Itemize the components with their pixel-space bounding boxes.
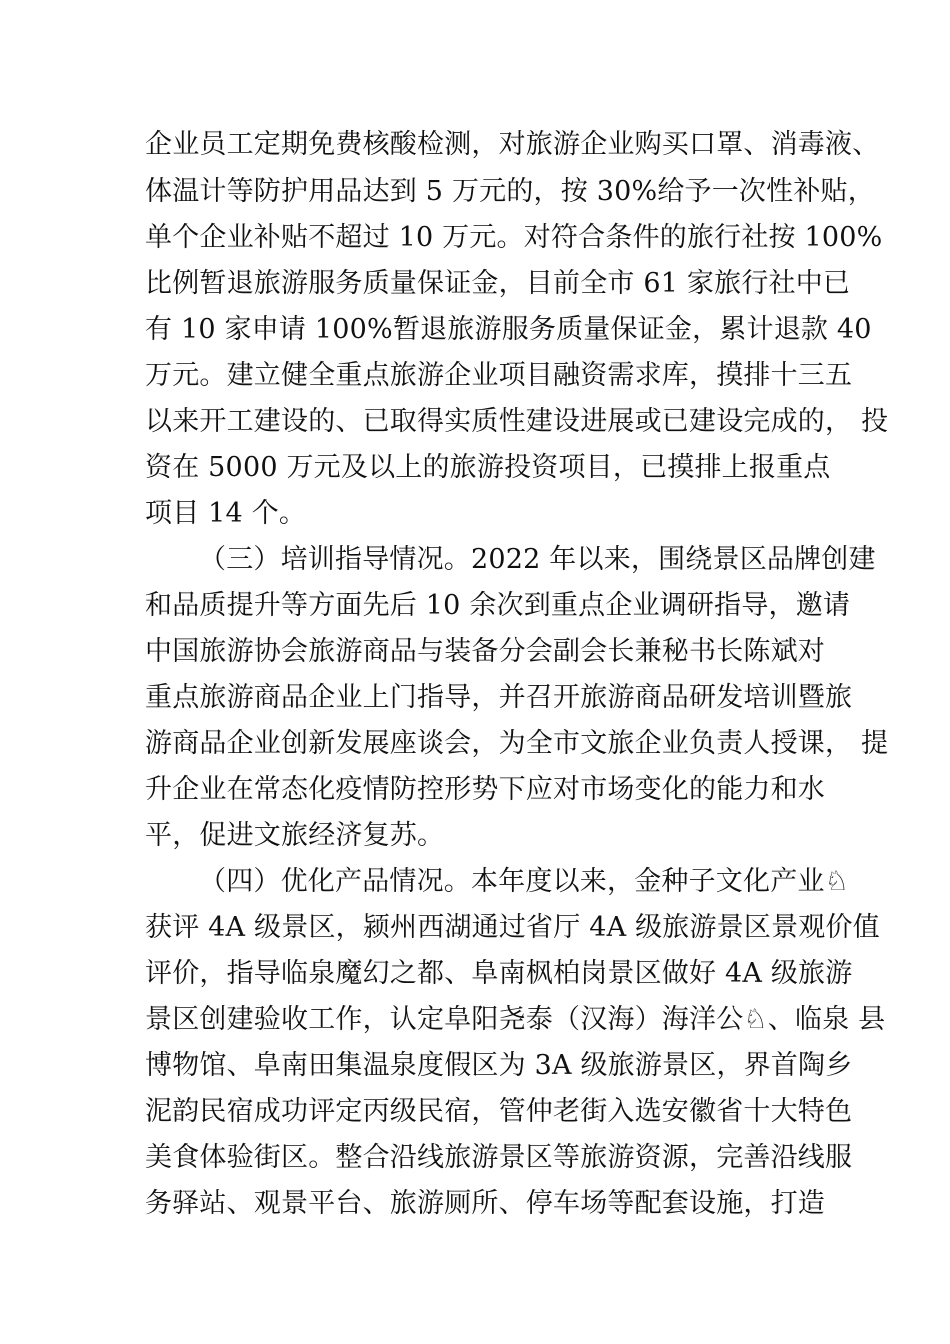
text-line-22: 泥韵民宿成功评定丙级民宿，管仲老街入选安徽省十大特色 <box>145 1096 853 1127</box>
text-line-13: 重点旅游商品企业上门指导，并召开旅游商品研发培训暨旅 <box>145 682 853 713</box>
text-line-15: 升企业在常态化疫情防控形势下应对市场变化的能力和水 <box>145 774 825 805</box>
text-line-4: 比例暂退旅游服务质量保证金，目前全市 61 家旅行社中已 <box>145 268 851 299</box>
text-line-6: 万元。建立健全重点旅游企业项目融资需求库，摸排十三五 <box>145 360 853 391</box>
text-line-1: 企业员工定期免费核酸检测，对旅游企业购买口罩、消毒液、 <box>145 129 880 160</box>
text-line-7: 以来开工建设的、已取得实质性建设进展或已建设完成的， 投 <box>145 406 889 437</box>
section-heading-three: （三）培训指导情况。2022 年以来，围绕景区品牌创建 <box>199 544 876 575</box>
text-line-16: 平，促进文旅经济复苏。 <box>145 820 445 851</box>
text-line-5: 有 10 家申请 100%暂退旅游服务质量保证金，累计退款 40 <box>145 314 872 345</box>
text-line-14: 游商品企业创新发展座谈会，为全市文旅企业负责人授课， 提 <box>145 728 889 759</box>
text-line-12: 中国旅游协会旅游商品与装备分会副会长兼秘书长陈斌对 <box>145 636 825 667</box>
section-heading-four: （四）优化产品情况。本年度以来，金种子文化产业♘ <box>199 866 850 897</box>
text-line-21: 博物馆、阜南田集温泉度假区为 3A 级旅游景区，界首陶乡 <box>145 1050 853 1081</box>
text-line-18: 获评 4A 级景区，颍州西湖通过省厅 4A 级旅游景区景观价值 <box>145 912 880 943</box>
text-line-20: 景区创建验收工作，认定阜阳尧泰（汉海）海洋公♘、临泉 县 <box>145 1004 886 1035</box>
text-line-23: 美食体验街区。整合沿线旅游景区等旅游资源，完善沿线服 <box>145 1142 853 1173</box>
text-line-11: 和品质提升等方面先后 10 余次到重点企业调研指导，邀请 <box>145 590 851 621</box>
text-line-9: 项目 14 个。 <box>145 498 307 529</box>
text-line-8: 资在 5000 万元及以上的旅游投资项目，已摸排上报重点 <box>145 452 831 483</box>
text-line-2: 体温计等防护用品达到 5 万元的，按 30%给予一次性补贴， <box>145 176 875 207</box>
text-line-24: 务驿站、观景平台、旅游厕所、停车场等配套设施，打造 <box>145 1188 825 1219</box>
text-line-3: 单个企业补贴不超过 10 万元。对符合条件的旅行社按 100% <box>145 222 883 253</box>
text-line-19: 评价，指导临泉魔幻之都、阜南枫柏岗景区做好 4A 级旅游 <box>145 958 853 989</box>
